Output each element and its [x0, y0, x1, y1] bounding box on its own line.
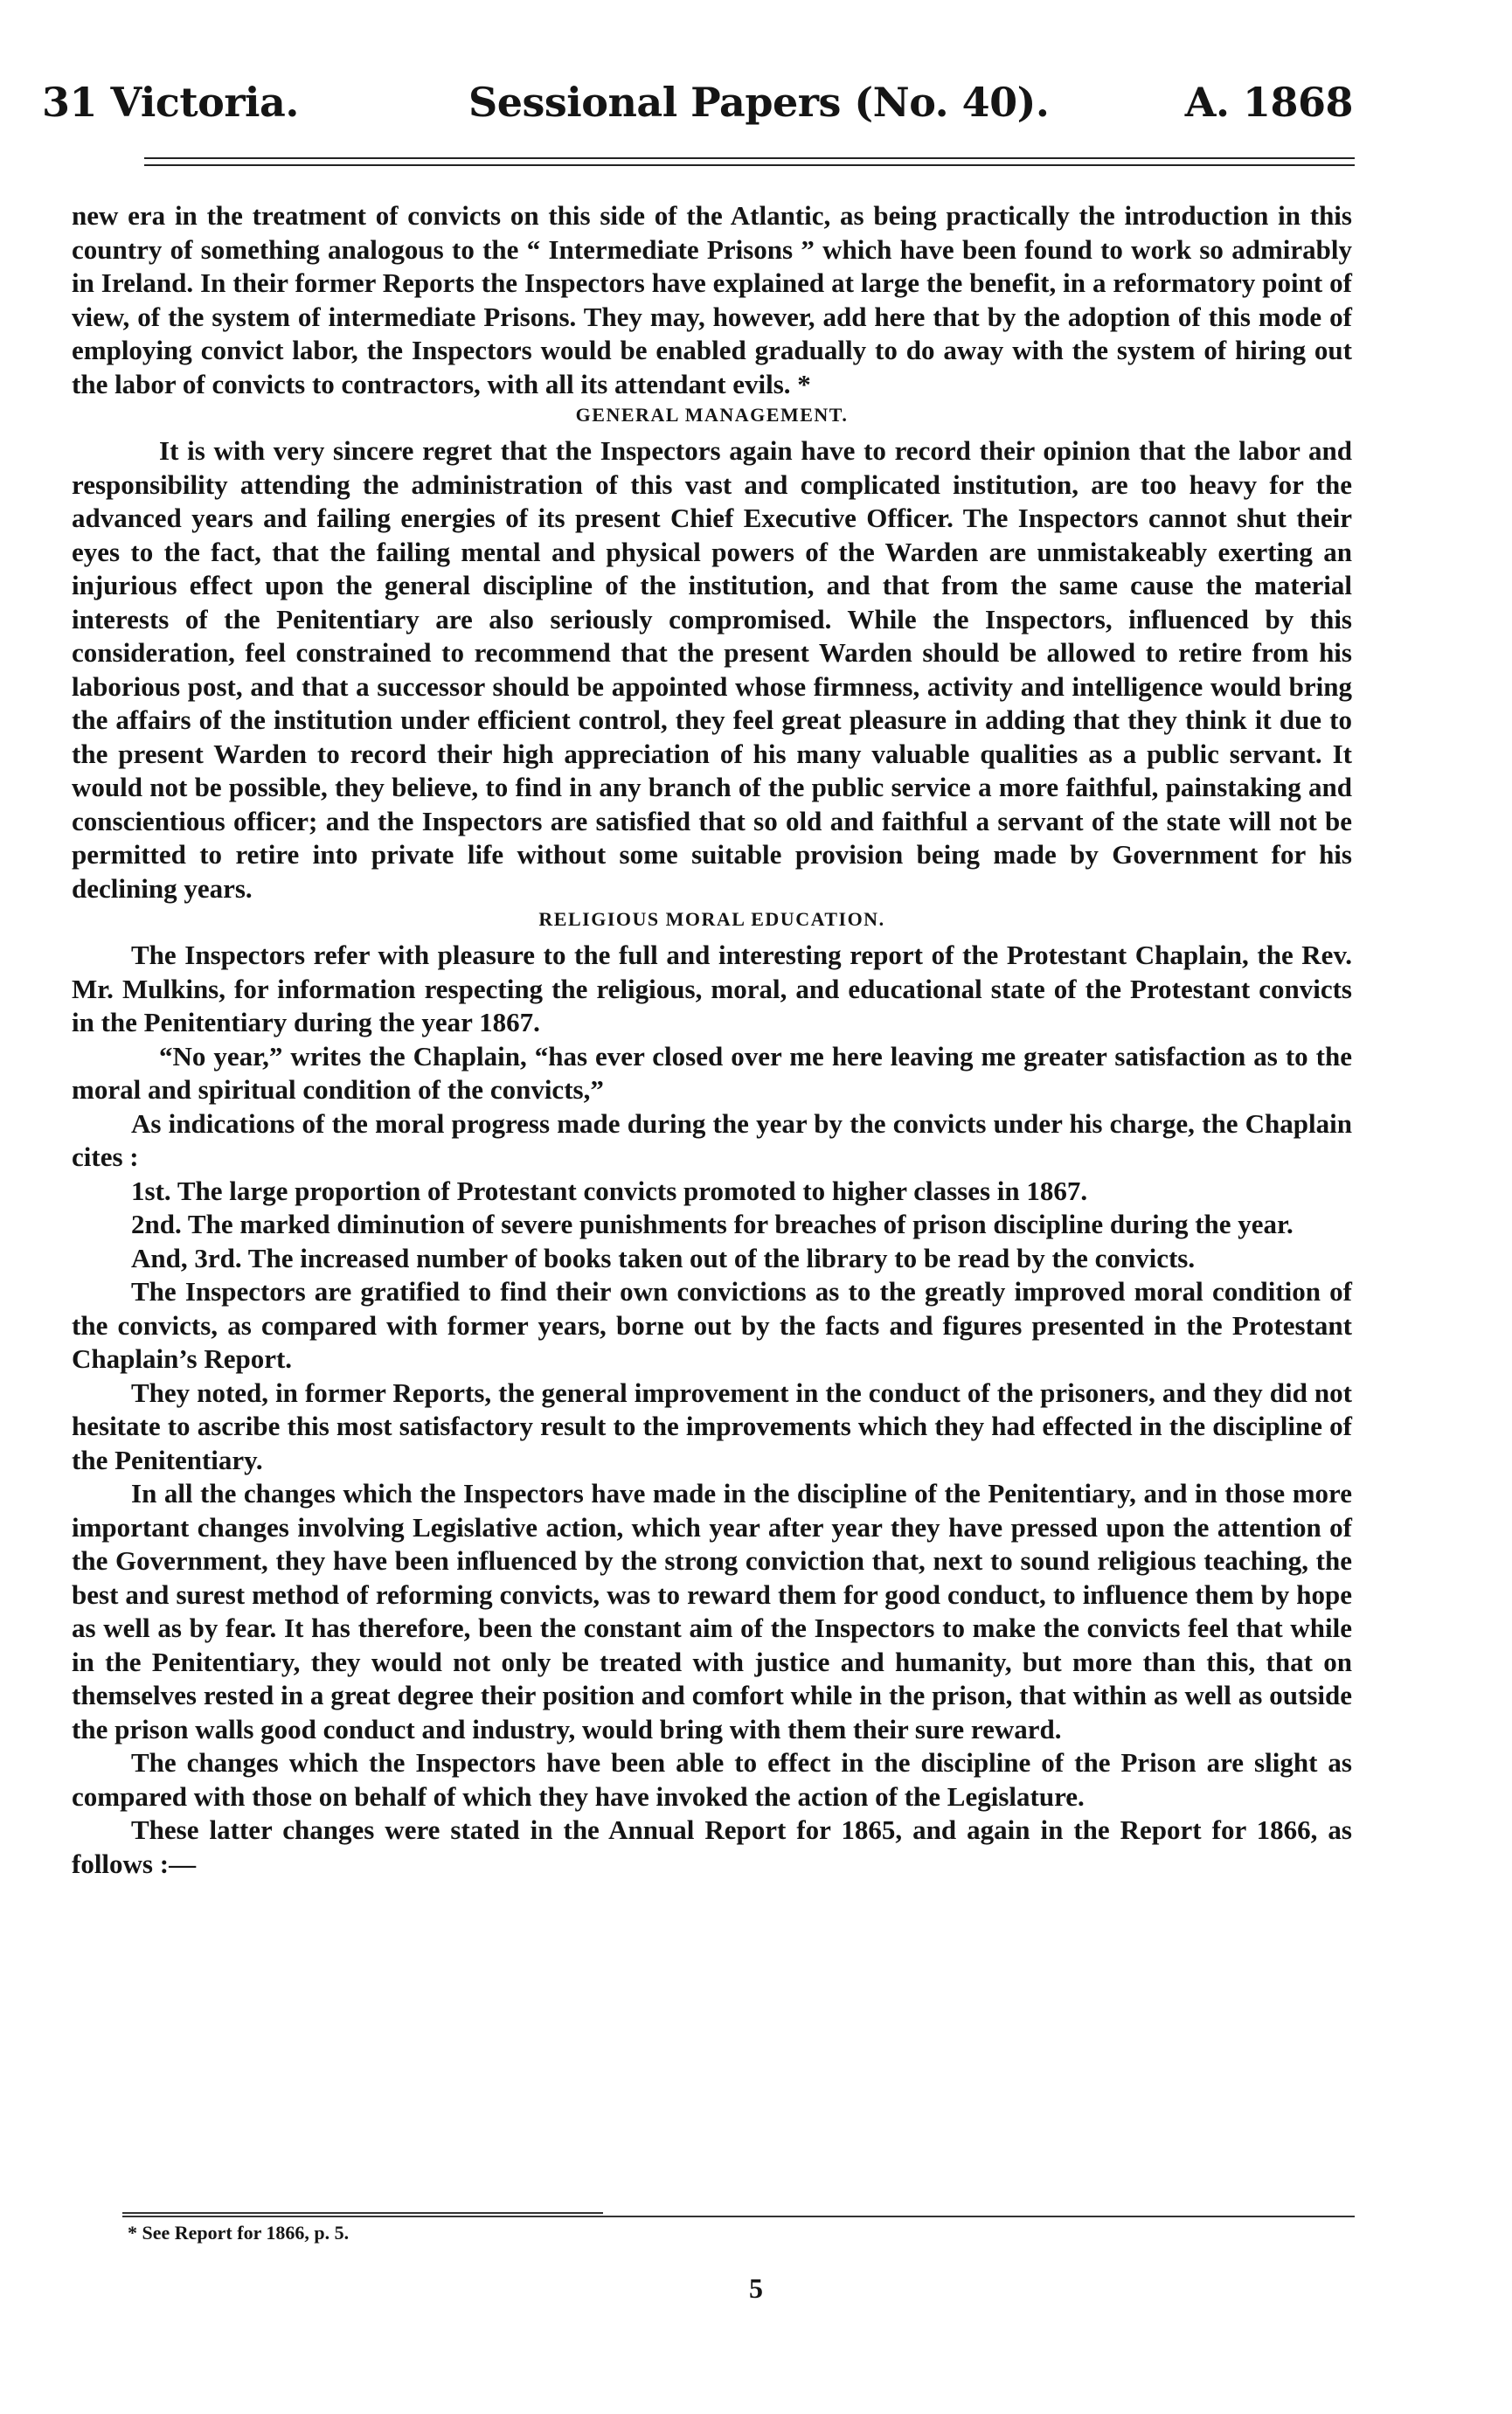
header-rule-bottom — [144, 164, 1355, 166]
section-heading-religious-moral-education: RELIGIOUS MORAL EDUCATION. — [538, 908, 885, 930]
paragraph-former-reports: They noted, in former Reports, the general improvement in the conduct of the prisoners, and they did not hesitate to ascribe this most satisfactory result to the improvements which they had effected in the discipline of the Penitentiary. — [72, 1377, 1352, 1475]
paragraph-indications: As indications of the moral progress made during the year by the convicts under his charge, the Chaplain cites : — [72, 1107, 1352, 1172]
paragraph-chaplain-report: The Inspectors refer with pleasure to the full and interesting report of the Protestant Chaplain, the Rev. Mr. Mulkins, for information respecting the religious, moral, and educational state of the Protestant convicts in the Penitentiary during the year 1867. — [72, 940, 1352, 1037]
list-item-first: 1st. The large proportion of Protestant convicts promoted to higher classes in 1867. — [131, 1175, 1088, 1206]
paragraph-annual-report: These latter changes were stated in the Annual Report for 1865, and again in the Report for 1866, as follows :— — [72, 1814, 1352, 1879]
header-rule-top — [144, 157, 1355, 159]
header-year: A. 1868 — [1184, 79, 1353, 126]
page-number: 5 — [749, 2272, 763, 2304]
paragraph-inspectors-gratified: The Inspectors are gratified to find their own convictions as to the greatly improved moral condition of the convicts, as compared with former years, borne out by the facts and figures presented in the Protestant Chaplain’s Report. — [72, 1276, 1352, 1374]
paragraph-changes-discipline: In all the changes which the Inspectors have made in the discipline of the Penitentiary, and in those more important changes involving Legislative action, which year after year they have pressed upon the attention of the Government, they have been influenced by the strong conviction that, next to sound religious teaching, the best and surest method of reforming convicts, was to reward them for good conduct, to influence them by hope as well as by fear. It has therefore, been the constant aim of the Inspectors to make the convicts feel that while in the Penitentiary, they would not only be treated with justice and humanity, but more than this, that on themselves rested in a great degree their position and comfort while in the prison, that within as well as outside the prison walls good conduct and industry, would bring with them their sure reward. — [72, 1478, 1352, 1745]
footnote-rule — [122, 2216, 1355, 2217]
footnote: * See Report for 1866, p. 5. — [128, 2222, 350, 2244]
paragraph-chaplain-quote: “No year,” writes the Chaplain, “has ever closed over me here leaving me greater satisfaction as to the moral and spiritual condition of the convicts,” — [72, 1040, 1352, 1105]
page-header — [42, 79, 1353, 131]
paragraph-general-management: It is with very sincere regret that the Inspectors again have to record their opinion that the labor and responsibility attending the administration of this vast and complicated institution, are too heavy for the advanced years and failing energies of its present Chief Executive Officer. The Inspectors cannot shut their eyes to the fact, that the failing mental and physical powers of the Warden are unmistakeably exerting an injurious effect upon the general discipline of the institution, and that from the same cause the material interests of the Penitentiary are also seriously compromised. While the Inspectors, influenced by this consideration, feel constrained to recommend that the present Warden should be allowed to retire from his laborious post, and that a successor should be appointed whose firmness, activity and intelligence would bring the affairs of the institution under efficient control, they feel great pleasure in adding that they think it due to the present Warden to record their high appreciation of his many valuable qualities as a public servant. It would not be possible, they believe, to find in any branch of the public service a more faithful, painstaking and conscientious officer; and the Inspectors are satisfied that so old and faithful a servant of the state will not be permitted to retire into private life without some suitable provision being made by Government for his declining years. — [72, 435, 1352, 904]
header-volume: 31 Victoria. — [42, 79, 299, 126]
paragraph-slight-changes: The changes which the Inspectors have been able to effect in the discipline of the Prison are slight as compared with those on behalf of which they have invoked the action of the Legislature. — [72, 1747, 1352, 1812]
section-heading-general-management: GENERAL MANAGEMENT. — [575, 404, 849, 426]
body-text — [72, 199, 1352, 1881]
paragraph-continuation: new era in the treatment of convicts on this side of the Atlantic, as being practically the introduction in this country of something analogous to the “ Intermediate Prisons ” which have been found to work so admirably in Ireland. In their former Reports the Inspectors have explained at large the benefit, in a reformatory point of view, of the system of intermediate Prisons. They may, however, add here that by the adoption of this mode of employing convict labor, the Inspectors would be enabled gradually to do away with the system of hiring out the labor of convicts to contractors, with all its attendant evils. * — [72, 200, 1352, 399]
footnote-rule-short — [122, 2212, 603, 2214]
list-item-third: And, 3rd. The increased number of books taken out of the library to be read by the convicts. — [131, 1242, 1196, 1273]
header-title: Sessional Papers (No. 40). — [468, 79, 1050, 126]
list-item-second: 2nd. The marked diminution of severe punishments for breaches of prison discipline during the year. — [131, 1209, 1294, 1239]
